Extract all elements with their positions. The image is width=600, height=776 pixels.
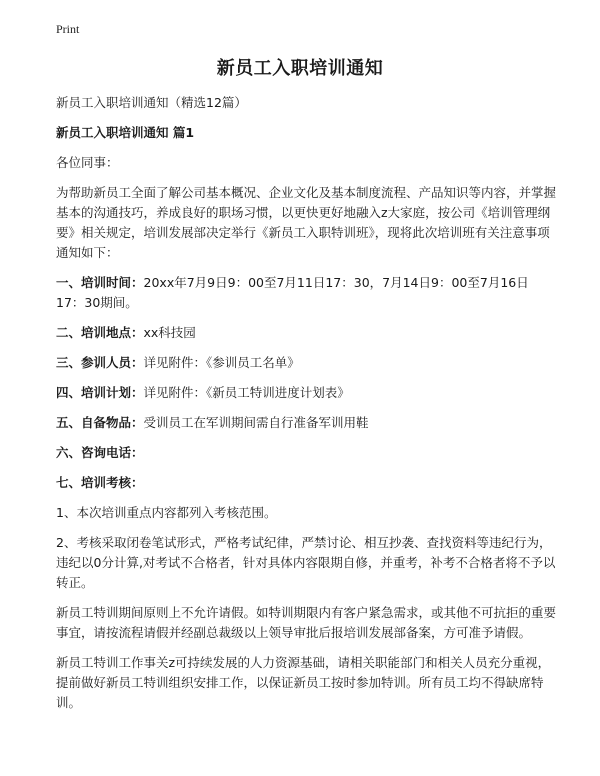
item-training-plan: [56, 383, 556, 403]
document-title: 新员工入职培训通知: [216, 58, 384, 79]
item-label: 一、培训时间：: [56, 275, 144, 290]
print-link[interactable]: Print: [56, 22, 80, 36]
item-contact-phone: [56, 443, 556, 463]
intro-paragraph: 为帮助新员工全面了解公司基本概况、企业文化及基本制度流程、产品知识等内容，并掌握基本的沟通技巧，养成良好的职场习惯，以更快更好地融入z大家庭，按公司《培训管理纲要》相关规定，培训发展部决定举行《新员工入职特训班》，现将此次培训班有关注意事项通知如下：: [56, 185, 557, 260]
item-label: 六、咨询电话：: [56, 445, 144, 460]
item-label: 四、培训计划：: [56, 385, 144, 400]
item-supplies: [56, 413, 556, 433]
item-value: 受训员工在军训期间需自行准备军训用鞋: [143, 415, 369, 430]
item-label: 二、培训地点：: [56, 325, 144, 340]
item-value: 详见附件：《参训员工名单》: [143, 355, 300, 370]
item-label: 三、参训人员：: [56, 355, 144, 370]
item-value: 20xx年7月9日9：00至7月11日17：30，7月14日9：00至7月16日17：30期间。: [56, 275, 529, 310]
item-training-location: [56, 323, 556, 343]
assessment-point-1: 1、本次培训重点内容都列入考核范围。: [56, 505, 277, 520]
greeting: 各位同事：: [56, 155, 119, 170]
item-training-time: [56, 273, 556, 313]
article-heading: 新员工入职培训通知 篇1: [56, 125, 195, 140]
item-participants: [56, 353, 556, 373]
item-value: 详见附件：《新员工特训进度计划表》: [143, 385, 350, 400]
assessment-point-2: 2、考核采取闭卷笔试形式，严格考试纪律，严禁讨论、相互抄袭、查找资料等违纪行为，违纪以0分计算,对考试不合格者，针对具体内容限期自修，并重考，补考不合格者将不予以转正。: [56, 535, 556, 590]
item-value: xx科技园: [143, 325, 196, 340]
item-assessment: [56, 473, 556, 493]
closing-paragraph: 新员工特训工作事关z可持续发展的人力资源基础，请相关职能部门和相关人员充分重视，提前做好新员工特训组织安排工作，以保证新员工按时参加特训。所有员工均不得缺席特训。: [56, 655, 551, 710]
document-body: [56, 93, 556, 723]
item-label: 五、自备物品：: [56, 415, 144, 430]
document-subtitle: 新员工入职培训通知（精选12篇）: [56, 95, 247, 110]
item-label: 七、培训考核：: [56, 475, 144, 490]
leave-policy-paragraph: 新员工特训期间原则上不允许请假。如特训期限内有客户紧急需求，或其他不可抗拒的重要事宜，请按流程请假并经副总裁级以上领导审批后报培训发展部备案，方可准予请假。: [56, 605, 557, 640]
